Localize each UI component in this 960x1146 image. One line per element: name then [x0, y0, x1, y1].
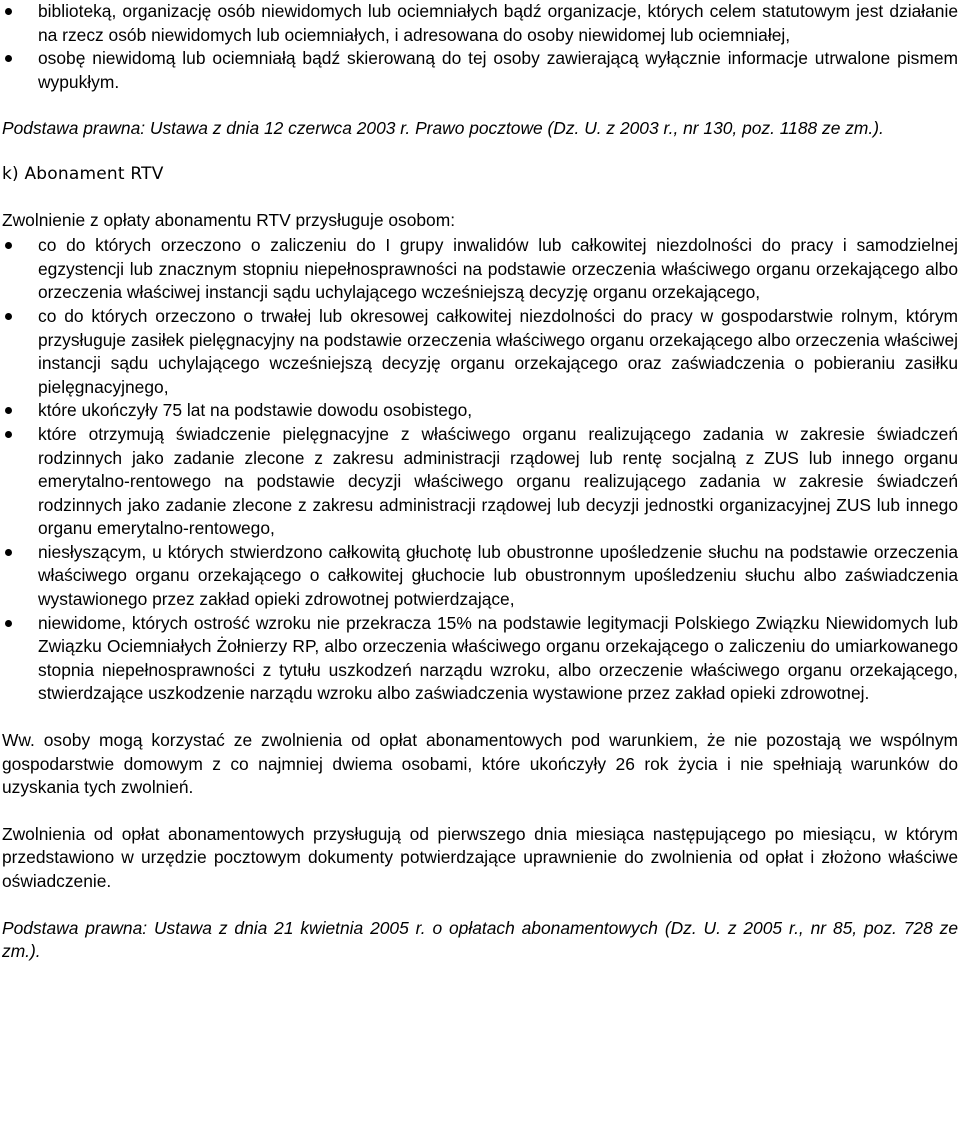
list-item: niesłyszącym, u których stwierdzono całkowitą głuchotę lub obustronne upośledzenie słuchu na podstawie orzeczenia właściwego organu orzekającego o całkowitej głuchocie lub obustronnym upośledzeniu słuchu albo zaświadczenia wystawionego przez zakład opieki zdrowotnej potwierdzające,: [2, 541, 958, 612]
legal-basis-postal: Podstawa prawna: Ustawa z dnia 12 czerwca 2003 r. Prawo pocztowe (Dz. U. z 2003 r., nr 130, poz. 1188 ze zm.).: [2, 118, 884, 139]
rtv-exemption-list: [2, 234, 958, 706]
effective-date-paragraph: Zwolnienia od opłat abonamentowych przysługują od pierwszego dnia miesiąca następującego po miesiącu, w którym przedstawiono w urzędzie pocztowym dokumenty potwierdzające uprawnienie do zwolnienia od opłat i złożono właściwe oświadczenie.: [2, 823, 958, 891]
list-item: które otrzymują świadczenie pielęgnacyjne z właściwego organu realizującego zadania w zakresie świadczeń rodzinnych jako zadanie zlecone z zakresu administracji rządowej lub rentę socjalną z ZUS lub innego organu emerytalno-rentowego na podstawie decyzji właściwego organu realizującego zadania w zakresie świadczeń rodzinnych jako zadanie zlecone z zakresu administracji rządowej lub decyzji jednostki organizacyjnej ZUS lub innego organu emerytalno-rentowego,: [2, 423, 958, 541]
list-item: osobę niewidomą lub ociemniałą bądź skierowaną do tej osoby zawierającą wyłącznie informacje utrwalone pismem wypukłym.: [2, 47, 958, 94]
condition-paragraph: Ww. osoby mogą korzystać ze zwolnienia od opłat abonamentowych pod warunkiem, że nie pozostają we wspólnym gospodarstwie domowym z co najmniej dwiema osobami, które ukończyły 26 rok życia i nie spełniają warunków do uzyskania tych zwolnień.: [2, 730, 958, 798]
list-item: biblioteką, organizację osób niewidomych lub ociemniałych bądź organizacje, których celem statutowym jest działanie na rzecz osób niewidomych lub ociemniałych, i adresowana do osoby niewidomej lub ociemniałej,: [2, 0, 958, 47]
top-bullet-list: [2, 0, 958, 94]
list-item: co do których orzeczono o zaliczeniu do I grupy inwalidów lub całkowitej niezdolności do pracy i samodzielnej egzystencji lub znacznym stopniu niepełnosprawności na podstawie orzeczenia właściwego organu orzekającego albo orzeczenia właściwej instancji sądu uchylającego wcześniejszą decyzję organu orzekającego,: [2, 234, 958, 305]
list-item: które ukończyły 75 lat na podstawie dowodu osobistego,: [2, 399, 958, 423]
section-intro: Zwolnienie z opłaty abonamentu RTV przysługuje osobom:: [2, 209, 456, 230]
section-heading: k) Abonament RTV: [2, 163, 164, 184]
list-item: niewidome, których ostrość wzroku nie przekracza 15% na podstawie legitymacji Polskiego Związku Niewidomych lub Związku Ociemniałych Żołnierzy RP, albo orzeczenia właściwego organu orzekającego o zaliczeniu do umiarkowanego stopnia niepełnosprawności z tytułu uszkodzeń narządu wzroku, albo orzeczenie właściwego organu orzekającego, stwierdzające uszkodzenie narządu wzroku albo zaświadczenia wystawione przez zakład opieki zdrowotnej.: [2, 612, 958, 706]
legal-basis-subscription: Podstawa prawna: Ustawa z dnia 21 kwietnia 2005 r. o opłatach abonamentowych (Dz. U. z 2005 r., nr 85, poz. 728 ze zm.).: [2, 917, 958, 962]
list-item: co do których orzeczono o trwałej lub okresowej całkowitej niezdolności do pracy w gospodarstwie rolnym, którym przysługuje zasiłek pielęgnacyjny na podstawie orzeczenia właściwego organu orzekającego albo orzeczenia właściwej instancji sądu uchylającego wcześniejszą decyzję organu orzekającego oraz zaświadczenia o pobieraniu zasiłku pielęgnacyjnego,: [2, 305, 958, 399]
